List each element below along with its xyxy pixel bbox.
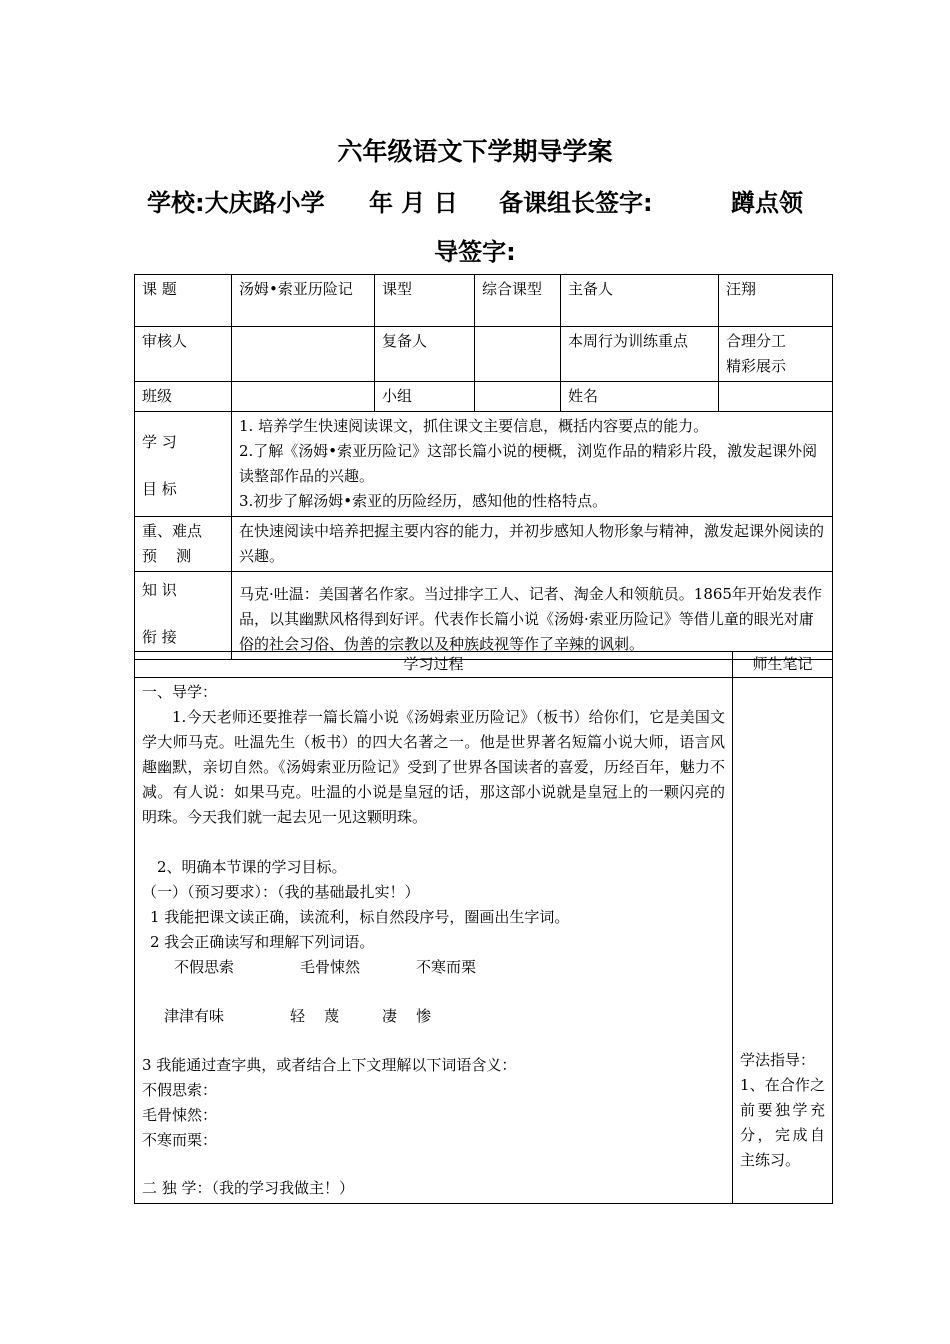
- vocab-word: 毛骨悚然: [300, 958, 361, 976]
- knowledge-content: 马克·吐温：美国著名作家。当过排字工人、记者、淘金人和领航员。1865年开始发表作品，以其幽默风格得到好评。代表作长篇小说《汤姆·索亚历险记》等借儿童的眼光对庸俗的社会习俗、伪善的宗教以及种族歧视等作了辛辣的讽刺。: [232, 572, 833, 660]
- school-name: 学校:大庆路小学: [147, 189, 325, 217]
- difficulty-label: 重、难点 预 测: [135, 517, 232, 572]
- date-field: 年 月 日: [369, 189, 458, 217]
- page-title: 六年级语文下学期导学案: [337, 137, 613, 166]
- type-value: 综合课型: [475, 275, 561, 327]
- focus-value-1: 合理分工: [726, 332, 787, 350]
- process-header: 学习过程: [135, 652, 733, 678]
- info-table: [134, 274, 833, 660]
- notes-title: 学法指导：: [740, 1051, 816, 1069]
- requirement-3: 3 我能通过查字典，或者结合上下文理解以下词语含义：: [142, 1056, 517, 1074]
- self-study-heading: 二 独 学：（我的学习我做主！）: [142, 1179, 355, 1197]
- supervisor-sign-label: 蹲点领: [731, 189, 803, 217]
- definition-3: 不寒而栗：: [142, 1131, 218, 1149]
- vocab-word: 津津有味: [164, 1007, 225, 1025]
- vocab-word: 凄 惨: [382, 1007, 432, 1025]
- group-value: [475, 382, 561, 412]
- group-label: 小组: [375, 382, 475, 412]
- notes-block: [740, 1048, 825, 1173]
- definition-2: 毛骨悚然：: [142, 1106, 218, 1124]
- requirement-1: 1 我能把课文读正确，读流利，标自然段序号，圈画出生字词。: [150, 908, 570, 926]
- name-label: 姓名: [561, 382, 719, 412]
- intro-text: 1.今天老师还要推荐一篇长篇小说《汤姆索亚历险记》（板书）给你们，它是美国文学大师马克。吐温先生（板书）的四大名著之一。他是世界著名短篇小说大师，语言风趣幽默，亲切自然。《汤姆索亚历险记》受到了世界各国读者的喜爱，历经百年，魅力不减。有人说：如果马克。吐温的小说是皇冠的话，那这部小说就是皇冠上的一颗闪亮的明珠。今天我们就一起去见一见这颗明珠。: [142, 708, 725, 826]
- notes-header: 师生笔记: [733, 652, 833, 678]
- supervisor-sign-label-cont: 导签字:: [434, 238, 516, 266]
- notes-content: [733, 678, 833, 1204]
- definition-1: 不假思索：: [142, 1081, 218, 1099]
- goals-content: [232, 412, 833, 517]
- type-label: 课型: [375, 275, 475, 327]
- focus-value-2: 精彩展示: [726, 357, 787, 375]
- focus-value: [719, 327, 833, 382]
- coauthor-label: 复备人: [375, 327, 475, 382]
- knowledge-label: 知 识 衔 接: [135, 572, 232, 660]
- goals-label: 学 习 目 标: [135, 412, 232, 517]
- notes-text: 1、在合作之前要独学充分，完成自主练习。: [740, 1076, 825, 1169]
- vocab-word: 不假思索: [174, 958, 235, 976]
- reviewer-value: [232, 327, 375, 382]
- difficulty-content: 在快速阅读中培养把握主要内容的能力，并初步感知人物形象与精神，激发起课外阅读的兴趣。: [232, 517, 833, 572]
- topic-label: 课 题: [135, 275, 232, 327]
- author-value: 汪翔: [719, 275, 833, 327]
- goal-item: 1. 培养学生快速阅读课文，抓住课文主要信息，概括内容要点的能力。: [239, 417, 709, 435]
- topic-value: 汤姆•索亚历险记: [232, 275, 375, 327]
- word-row: [142, 1004, 725, 1029]
- class-value: [232, 382, 375, 412]
- author-label: 主备人: [561, 275, 719, 327]
- class-label: 班级: [135, 382, 232, 412]
- leader-sign-label: 备课组长签字:: [499, 189, 653, 217]
- name-value: [719, 382, 833, 412]
- goal-item: 2.了解《汤姆•索亚历险记》这部长篇小说的梗概，浏览作品的精彩片段，激发起课外阅读整部作品的兴趣。: [239, 442, 818, 485]
- process-table: [134, 651, 833, 1204]
- preview-heading: （一）（预习要求）：（我的基础最扎实！）: [142, 883, 420, 901]
- vocab-word: 轻 蔑: [290, 1007, 340, 1025]
- requirement-2: 2 我会正确读写和理解下列词语。: [150, 933, 375, 951]
- goal-heading: 2、明确本节课的学习目标。: [157, 858, 347, 876]
- process-content: [135, 678, 733, 1204]
- focus-label: 本周行为训练重点: [561, 327, 719, 382]
- word-row: [142, 955, 725, 980]
- coauthor-value: [475, 327, 561, 382]
- intro-heading: 一、导学：: [142, 683, 218, 701]
- vocab-word: 不寒而栗: [416, 958, 477, 976]
- goal-item: 3.初步了解汤姆•索亚的历险经历，感知他的性格特点。: [239, 492, 608, 510]
- reviewer-label: 审核人: [135, 327, 232, 382]
